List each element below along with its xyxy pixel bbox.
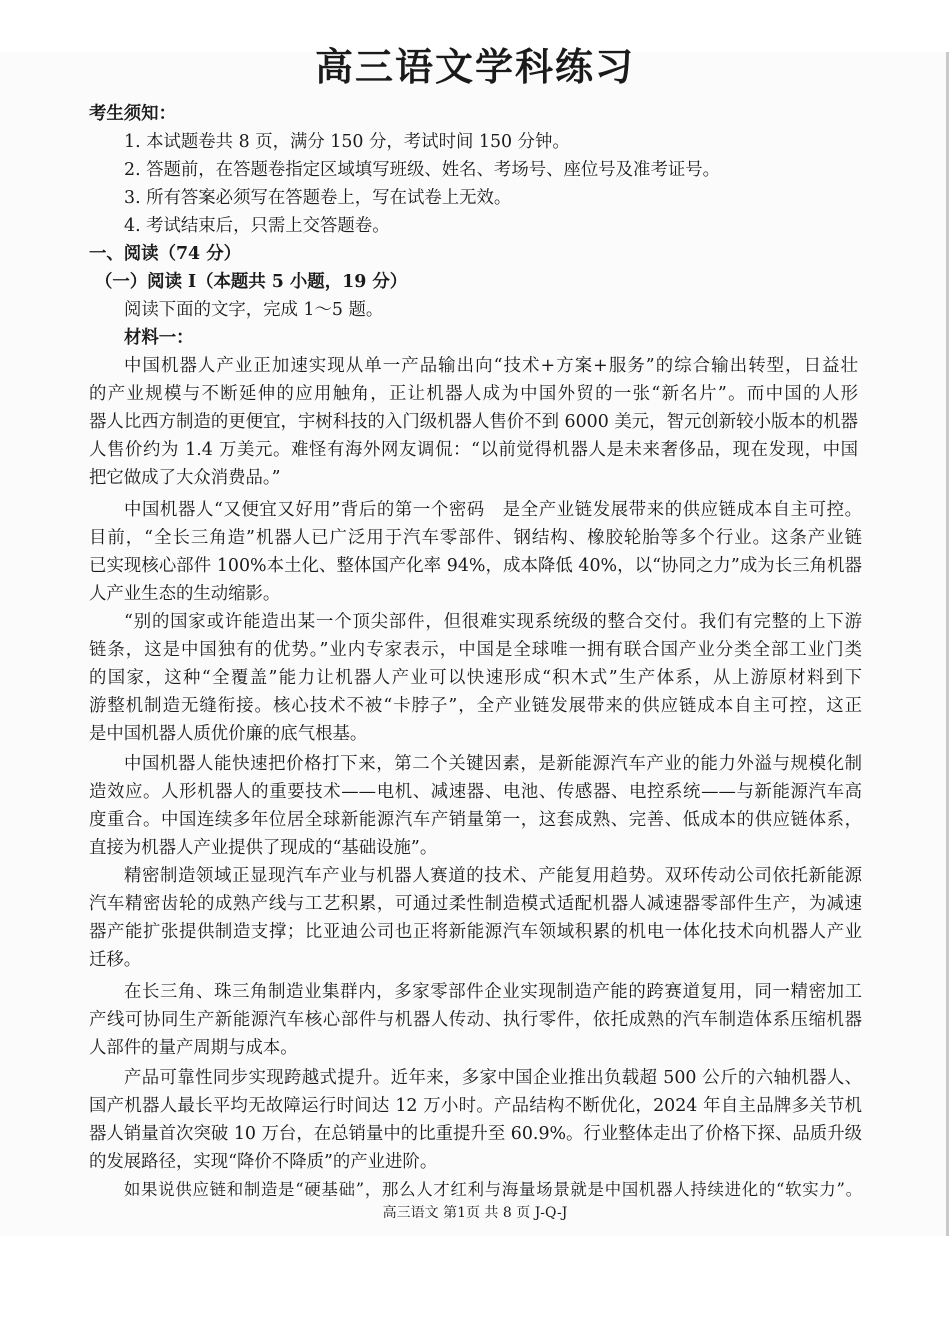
- paragraph-line: 已实现核心部件 100%本土化、整体国产化率 94%，成本降低 40%，以“协同之力”成为长三角机器: [89, 556, 862, 576]
- paragraph-line: 汽车精密齿轮的成熟产线与工艺积累，可通过柔性制造模式适配机器人减速器零部件生产，为减速: [89, 894, 862, 914]
- subsection-heading: （一）阅读 I（本题共 5 小题，19 分）: [95, 272, 408, 292]
- paragraph-line: 直接为机器人产业提供了现成的“基础设施”。: [89, 838, 438, 858]
- paragraph-line: 国产机器人最长平均无故障运行时间达 12 万小时。产品结构不断优化，2024 年自主品牌多关节机: [89, 1096, 862, 1116]
- paragraph-line: 器人销量首次突破 10 万台，在总销量中的比重提升至 60.9%。行业整体走出了价格下探、品质升级: [89, 1124, 862, 1144]
- notice-item: 1. 本试题卷共 8 页，满分 150 分，考试时间 150 分钟。: [124, 132, 570, 152]
- paragraph-line: 的产业规模与不断延伸的应用触角，正让机器人成为中国外贸的一张“新名片”。而中国的人形: [89, 384, 858, 404]
- paragraph-line: 器产能扩张提供制造支撑；比亚迪公司也正将新能源汽车领域积累的机电一体化技术向机器人产业: [89, 922, 862, 942]
- paragraph-line: 中国机器人能快速把价格打下来，第二个关键因素，是新能源汽车产业的能力外溢与规模化制: [124, 754, 862, 774]
- paragraph-line: 产线可协同生产新能源汽车核心部件与机器人传动、执行零件，依托成熟的汽车制造体系压缩机器: [89, 1010, 862, 1030]
- page-footer: 高三语文 第1页 共 8 页 J-Q-J: [382, 1205, 568, 1221]
- paragraph-line: 度重合。中国连续多年位居全球新能源汽车产销量第一，这套成熟、完善、低成本的供应链体系，: [89, 810, 862, 830]
- paragraph-line: 产品可靠性同步实现跨越式提升。近年来，多家中国企业推出负载超 500 公斤的六轴机器人、: [124, 1068, 862, 1088]
- paragraph-line: 人部件的量产周期与成本。: [89, 1038, 298, 1058]
- paragraph-line: 中国机器人“又便宜又好用”背后的第一个密码 是全产业链发展带来的供应链成本自主可控。: [124, 500, 862, 520]
- page-title: 高三语文学科练习: [314, 44, 635, 89]
- paragraph-line: “别的国家或许能造出某一个顶尖部件，但很难实现系统级的整合交付。我们有完整的上下游: [124, 612, 862, 632]
- bottom-margin: [0, 1236, 950, 1344]
- notice-item: 4. 考试结束后，只需上交答题卷。: [124, 216, 390, 236]
- paragraph-line: 造效应。人形机器人的重要技术——电机、减速器、电池、传感器、电控系统——与新能源汽车高: [89, 782, 862, 802]
- reading-instruction: 阅读下面的文字，完成 1～5 题。: [124, 300, 384, 320]
- paragraph-line: 的发展路径，实现“降价不降质”的产业进阶。: [89, 1152, 438, 1172]
- notice-heading: 考生须知：: [89, 104, 176, 124]
- material-label: 材料一：: [124, 328, 194, 348]
- paragraph-line: 目前，“全长三角造”机器人已广泛用于汽车零部件、钢结构、橡胶轮胎等多个行业。这条产业链: [89, 528, 862, 548]
- paragraph-line: 游整机制造无缝衔接。核心技术不被“卡脖子”，全产业链发展带来的供应链成本自主可控，这正: [89, 696, 862, 716]
- paragraph-line: 精密制造领域正显现汽车产业与机器人赛道的技术、产能复用趋势。双环传动公司依托新能源: [124, 866, 862, 886]
- paragraph-line: 把它做成了大众消费品。”: [89, 468, 281, 488]
- notice-item: 3. 所有答案必须写在答题卷上，写在试卷上无效。: [124, 188, 512, 208]
- paragraph-line: 器人比西方制造的更便宜，宇树科技的入门级机器人售价不到 6000 美元，智元创新较小版本的机器: [89, 412, 858, 432]
- section-heading: 一、阅读（74 分）: [89, 244, 241, 264]
- paragraph-line: 如果说供应链和制造是“硬基础”，那么人才红利与海量场景就是中国机器人持续进化的“软实力”。: [124, 1180, 862, 1199]
- paragraph-line: 的国家，这种“全覆盖”能力让机器人产业可以快速形成“积木式”生产体系，从上游原材料到下: [89, 668, 862, 688]
- paragraph-line: 人售价约为 1.4 万美元。难怪有海外网友调侃：“以前觉得机器人是未来奢侈品，现在发现，中国: [89, 440, 858, 460]
- paragraph-line: 中国机器人产业正加速实现从单一产品输出向“技术+方案+服务”的综合输出转型，日益壮: [124, 356, 858, 376]
- notice-item: 2. 答题前，在答题卷指定区域填写班级、姓名、考场号、座位号及准考证号。: [124, 160, 721, 180]
- paragraph-line: 在长三角、珠三角制造业集群内，多家零部件企业实现制造产能的跨赛道复用，同一精密加工: [124, 982, 862, 1002]
- paragraph-line: 人产业生态的生动缩影。: [89, 584, 281, 604]
- paragraph-line: 是中国机器人质优价廉的底气根基。: [89, 724, 368, 744]
- paragraph-line: 迁移。: [89, 950, 142, 970]
- paragraph-line: 链条，这是中国独有的优势。”业内专家表示，中国是全球唯一拥有联合国产业分类全部工业门类: [89, 640, 862, 660]
